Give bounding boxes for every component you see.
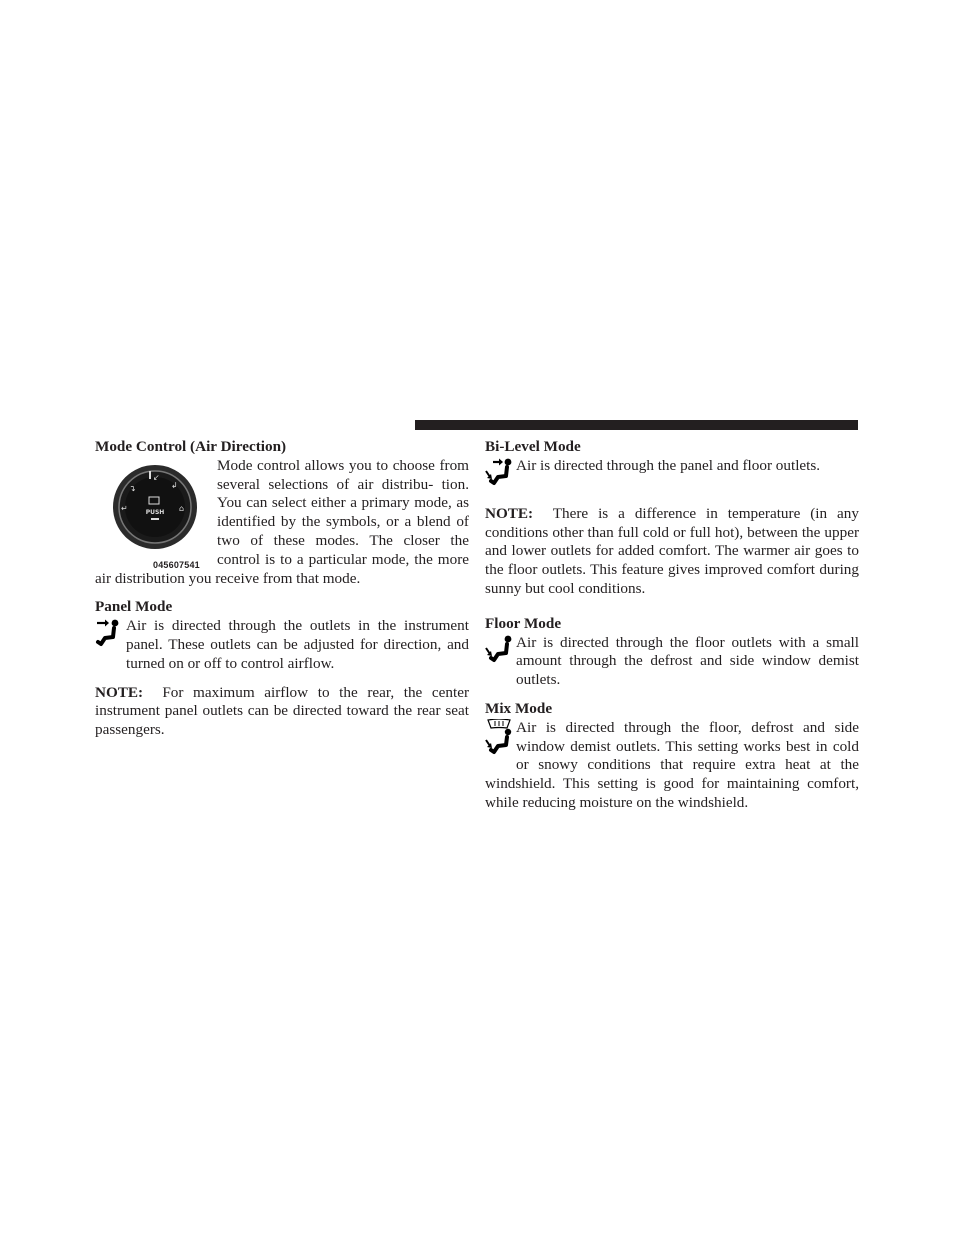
right-note-text: There is a difference in temperature (in any conditions other than full cold or full hot), between the upper and lower outlets for added comfort. The warmer air goes to the floor outlets. This feature gives improved comfort during sunny but cool conditions. [485,504,859,597]
bilevel-mode-heading: Bi-Level Mode [485,438,581,455]
left-note [95,684,469,740]
panel-mode-icon [95,617,123,655]
svg-text:↲: ↲ [171,480,178,490]
right-note-label: NOTE: [485,504,534,522]
left-note-text: For maximum airflow to the rear, the center instrument panel outlets can be directed toward the rear seat passengers. [95,683,470,739]
mix-mode-heading: Mix Mode [485,699,553,717]
svg-text:⌂: ⌂ [179,503,185,513]
mode-control-knob-icon [95,463,211,555]
mode-control-knob-figure [95,463,211,570]
section-header-bar [415,420,858,430]
floor-mode-heading: Floor Mode [485,614,562,632]
floor-mode-text: Air is directed through the floor outlets with a small amount through the defrost and side window demist outlets. [516,633,859,689]
floor-mode-icon [485,634,513,672]
mode-control-text: Mode control allows you to choose from several selections of air distribu- tion. You can select either a primary mode, as identified by the symbols, or a blend of two of these modes. The closer the control is to a particular mode, the more air distribution you receive from that mode. [95,456,469,587]
right-column [485,438,859,813]
left-note-label: NOTE: [95,683,144,701]
right-note [485,505,859,599]
panel-mode-heading: Panel Mode [95,598,173,616]
svg-text:↴: ↴ [129,483,136,493]
figure-code: 045607541 [153,559,200,570]
panel-mode-text: Air is directed through the outlets in the instrument panel. These outlets can be adjusted for direction, and turned on or off to control airflow. [126,617,469,672]
bilevel-mode-text: Air is directed through the panel and floor outlets. [516,456,821,474]
knob-push-label: PUSH [145,508,165,516]
mix-mode-icon [485,719,513,757]
left-column [95,438,469,740]
svg-text:↵: ↵ [121,503,128,513]
mix-mode-text: Air is directed through the floor, defrost and side window demist outlets. This setting works best in cold or snowy conditions that require extra heat at the windshield. This setting is good for maintaining comfort, while reducing moisture on the windshield. [485,718,859,811]
bilevel-mode-icon [485,457,513,495]
svg-text:↙: ↙ [153,472,160,482]
mode-control-heading: Mode Control (Air Direction) [95,438,287,455]
